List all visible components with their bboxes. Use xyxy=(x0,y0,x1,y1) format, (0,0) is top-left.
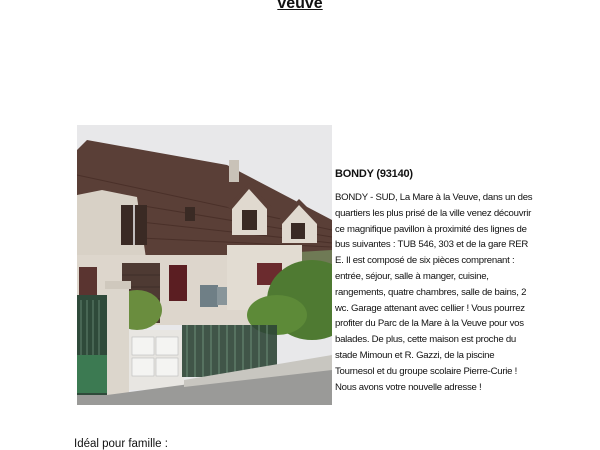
document-title: veuve xyxy=(277,0,323,12)
listing-text xyxy=(335,168,535,395)
listing-heading: BONDY (93140) xyxy=(335,168,413,180)
footer-text: Idéal pour famille : xyxy=(74,438,168,450)
house-photo xyxy=(77,125,332,405)
listing-description: BONDY - SUD, La Mare à la Veuve, dans un des quartiers les plus prisé de la ville venez découvrir ce magnifique pavillon à proximité des lignes de bus suivantes : TUB 546, 303 et de la gare RER E. Il est composé de six pièces comprenant : entrée, séjour, salle à manger, cuisine, rangements, quatre chambres, salle de bains, 2 wc. Garage attenant avec cellier ! Vous pourrez profiter du Parc de la Mare à la Veuve pour vos balades. De plus, cette maison est proche du stade Mimoun et R. Gazzi, de la piscine Tournesol et du groupe scolaire Pierre-Curie ! Nous avons votre nouvelle adresse ! xyxy=(335,192,533,393)
